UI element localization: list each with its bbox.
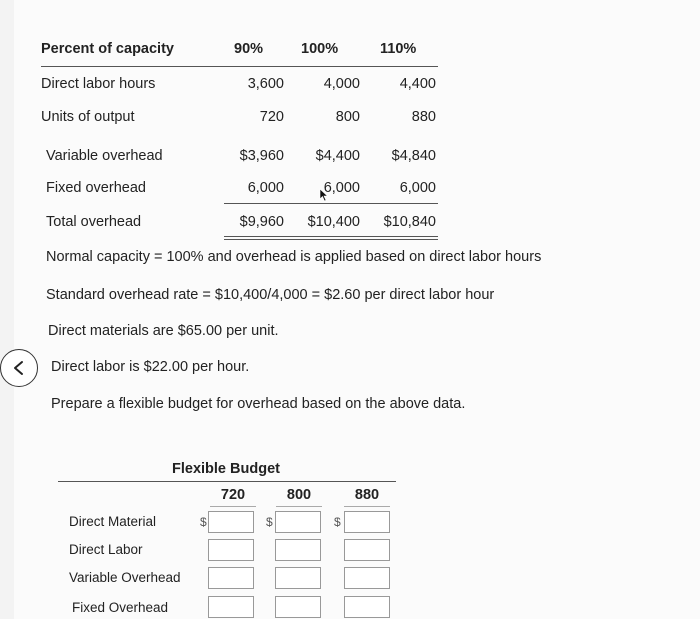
note-normal-capacity: Normal capacity = 100% and overhead is applied based on direct labor hours: [46, 249, 542, 265]
mouse-pointer-icon: [319, 188, 329, 202]
header-col-90: 90%: [234, 41, 264, 57]
total-overhead-100: $10,400: [307, 214, 360, 230]
fixed-overhead-110: 6,000: [399, 180, 436, 196]
fb-col-720-rule: [210, 506, 256, 507]
fb-input-fixed-overhead-800[interactable]: [275, 596, 321, 618]
variable-overhead-100: $4,400: [315, 148, 360, 164]
fb-dollar-800: $: [266, 515, 273, 529]
fb-input-variable-overhead-800[interactable]: [275, 567, 321, 589]
units-of-output-110: 880: [411, 109, 436, 125]
fb-col-880-rule: [344, 506, 390, 507]
units-of-output-90: 720: [259, 109, 284, 125]
header-percent-of-capacity: Percent of capacity: [41, 41, 174, 57]
row-label-direct-labor-hours: Direct labor hours: [41, 76, 156, 92]
fb-input-direct-material-720[interactable]: [208, 511, 254, 533]
fb-input-direct-material-880[interactable]: [344, 511, 390, 533]
fixed-overhead-100: 6,000: [323, 180, 360, 196]
note-instruction: Prepare a flexible budget for overhead based on the above data.: [51, 396, 466, 412]
flexible-budget-rule: [58, 481, 396, 482]
row-label-variable-overhead: Variable overhead: [46, 148, 163, 164]
note-direct-labor: Direct labor is $22.00 per hour.: [51, 359, 250, 375]
direct-labor-hours-90: 3,600: [247, 76, 284, 92]
header-col-100: 100%: [301, 41, 339, 57]
fb-row-label-direct-labor: Direct Labor: [69, 542, 143, 557]
fb-dollar-880: $: [334, 515, 341, 529]
fb-input-variable-overhead-720[interactable]: [208, 567, 254, 589]
fb-input-direct-labor-720[interactable]: [208, 539, 254, 561]
units-of-output-100: 800: [335, 109, 360, 125]
subtotal-rule: [224, 203, 438, 204]
chevron-left-icon: [11, 360, 27, 376]
double-rule-bottom: [224, 239, 438, 240]
fb-row-label-direct-material: Direct Material: [69, 514, 157, 529]
fb-col-800: 800: [286, 487, 312, 503]
fb-input-variable-overhead-880[interactable]: [344, 567, 390, 589]
fixed-overhead-90: 6,000: [247, 180, 284, 196]
fb-input-fixed-overhead-720[interactable]: [208, 596, 254, 618]
total-overhead-110: $10,840: [383, 214, 436, 230]
row-label-units-of-output: Units of output: [41, 109, 135, 125]
fb-col-720: 720: [220, 487, 246, 503]
variable-overhead-110: $4,840: [391, 148, 436, 164]
fb-col-800-rule: [276, 506, 322, 507]
direct-labor-hours-110: 4,400: [399, 76, 436, 92]
row-label-total-overhead: Total overhead: [46, 214, 142, 230]
flexible-budget-title: Flexible Budget: [172, 461, 280, 477]
note-standard-overhead-rate: Standard overhead rate = $10,400/4,000 = $2.60 per direct labor hour: [46, 287, 495, 303]
problem-page: [14, 0, 700, 619]
header-col-110: 110%: [380, 41, 417, 57]
back-button[interactable]: [0, 349, 38, 387]
double-rule-top: [224, 236, 438, 237]
fb-row-label-fixed-overhead: Fixed Overhead: [72, 600, 169, 615]
fb-input-fixed-overhead-880[interactable]: [344, 596, 390, 618]
direct-labor-hours-100: 4,000: [323, 76, 360, 92]
note-direct-materials: Direct materials are $65.00 per unit.: [48, 323, 279, 339]
fb-dollar-720: $: [200, 515, 207, 529]
fb-input-direct-labor-880[interactable]: [344, 539, 390, 561]
fb-input-direct-labor-800[interactable]: [275, 539, 321, 561]
fb-input-direct-material-800[interactable]: [275, 511, 321, 533]
header-rule: [41, 66, 438, 67]
row-label-fixed-overhead: Fixed overhead: [46, 180, 146, 196]
total-overhead-90: $9,960: [239, 214, 284, 230]
fb-row-label-variable-overhead: Variable Overhead: [69, 570, 181, 585]
variable-overhead-90: $3,960: [239, 148, 284, 164]
fb-col-880: 880: [354, 487, 380, 503]
